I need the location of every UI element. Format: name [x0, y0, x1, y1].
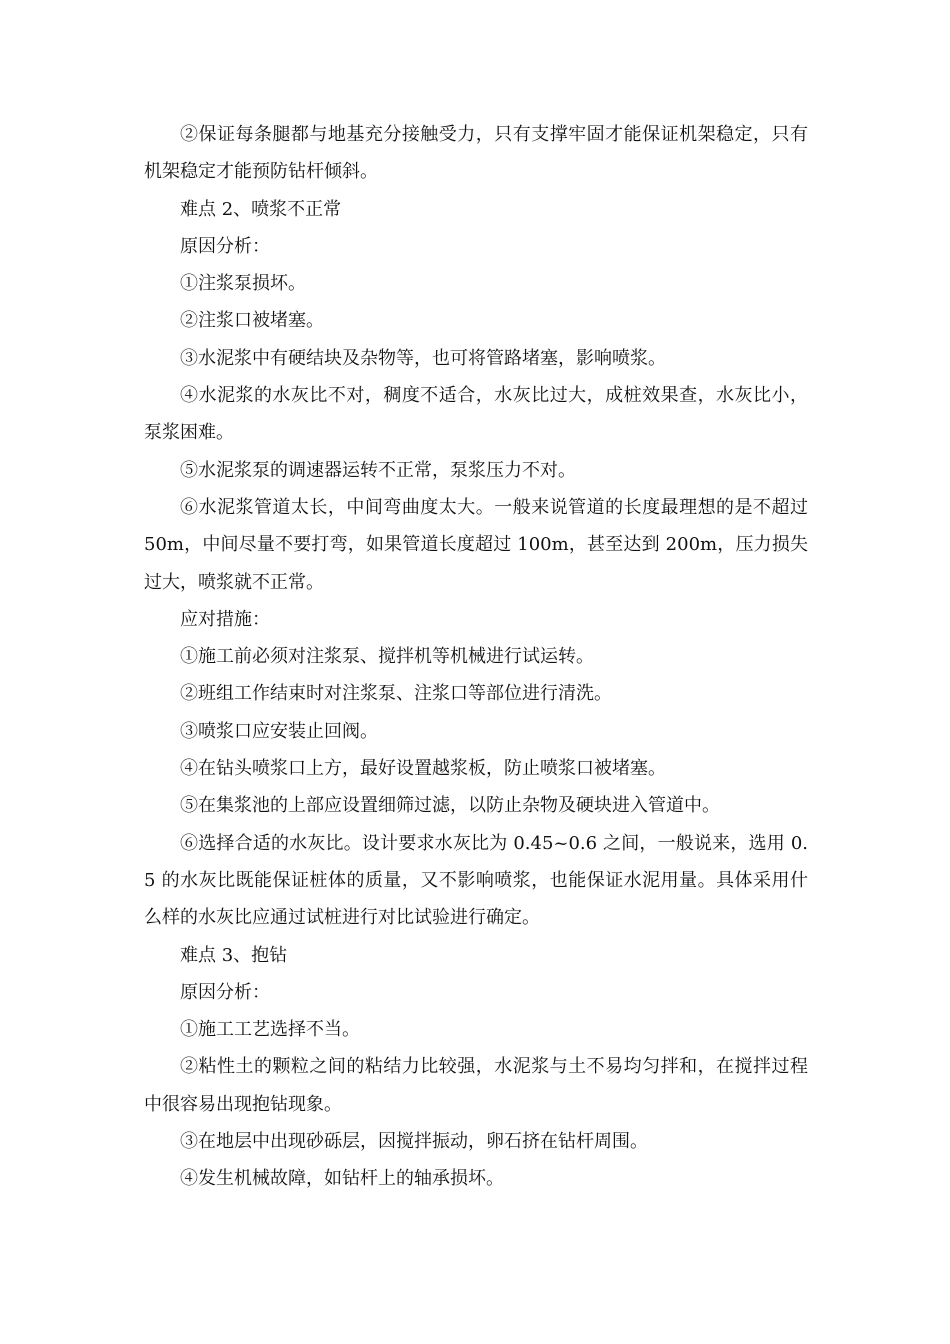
list-item: ②粘性土的颗粒之间的粘结力比较强，水泥浆与土不易均匀拌和，在搅拌过程中很容易出现抱钻现象。 [144, 1056, 808, 1115]
list-item: ①施工工艺选择不当。 [180, 1019, 360, 1041]
list-item: ③喷浆口应安装止回阀。 [180, 720, 378, 742]
subheading-countermeasures: 应对措施： [180, 608, 270, 630]
document-body [144, 116, 814, 1198]
list-item: ①施工前必须对注浆泵、搅拌机等机械进行试运转。 [180, 646, 594, 668]
list-item: ②注浆口被堵塞。 [180, 310, 324, 332]
section-heading-difficulty-3: 难点 3、抱钻 [180, 944, 288, 966]
subheading-cause-analysis: 原因分析： [180, 981, 270, 1003]
list-item: ④水泥浆的水灰比不对，稠度不适合，水灰比过大，成桩效果查，水灰比小，泵浆困难。 [144, 385, 808, 444]
list-item: ⑤在集浆池的上部应设置细筛过滤，以防止杂物及硬块进入管道中。 [180, 795, 720, 817]
section-heading-difficulty-2: 难点 2、喷浆不正常 [180, 198, 342, 220]
list-item: ⑥选择合适的水灰比。设计要求水灰比为 0.45~0.6 之间，一般说来，选用 0.5 的水灰比既能保证桩体的质量，又不影响喷浆，也能保证水泥用量。具体采用什么样的水灰比应通过试桩进行对比试验进行确定。 [144, 832, 808, 929]
list-item: ①注浆泵损坏。 [180, 273, 306, 295]
list-item: ⑤水泥浆泵的调速器运转不正常，泵浆压力不对。 [180, 459, 576, 481]
list-item: ③水泥浆中有硬结块及杂物等，也可将管路堵塞，影响喷浆。 [180, 347, 666, 369]
paragraph-support-legs: ②保证每条腿都与地基充分接触受力，只有支撑牢固才能保证机架稳定，只有机架稳定才能预防钻杆倾斜。 [144, 124, 808, 183]
list-item: ④发生机械故障，如钻杆上的轴承损坏。 [180, 1168, 504, 1190]
list-item: ③在地层中出现砂砾层，因搅拌振动，卵石挤在钻杆周围。 [180, 1131, 648, 1153]
subheading-cause-analysis: 原因分析： [180, 235, 270, 257]
list-item: ⑥水泥浆管道太长，中间弯曲度太大。一般来说管道的长度最理想的是不超过 50m，中间尽量不要打弯，如果管道长度超过 100m，甚至达到 200m，压力损失过大，喷浆就不正常。 [144, 496, 814, 593]
list-item: ④在钻头喷浆口上方，最好设置越浆板，防止喷浆口被堵塞。 [180, 758, 666, 780]
list-item: ②班组工作结束时对注浆泵、注浆口等部位进行清洗。 [180, 683, 612, 705]
